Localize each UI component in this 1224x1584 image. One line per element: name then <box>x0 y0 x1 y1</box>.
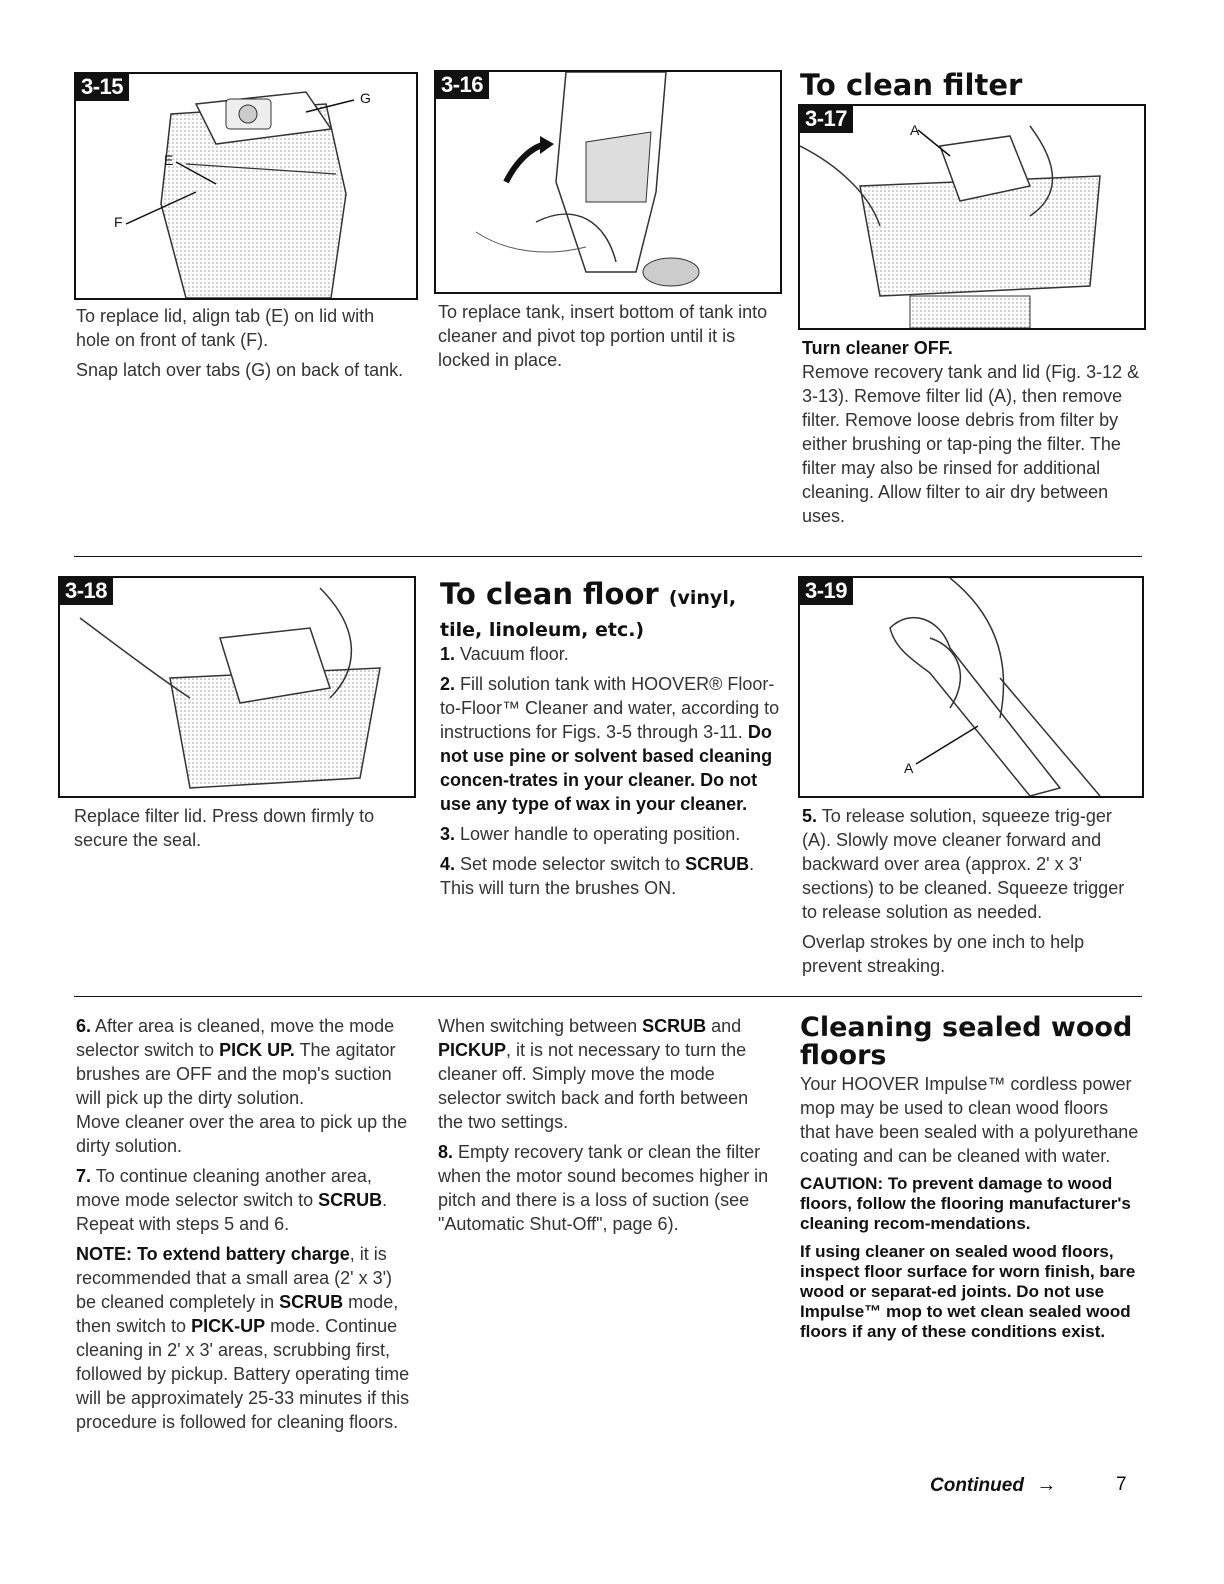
step-8: 8. Empty recovery tank or clean the filter when the motor sound becomes higher in pitch and there is a loss of suction (see "Automatic Shut-Off", page 6). <box>438 1142 769 1234</box>
overlap-strokes: Overlap strokes by one inch to help prevent streaking. <box>802 932 1085 976</box>
clean-floor-section <box>440 578 780 906</box>
turn-cleaner-off: Turn cleaner OFF. <box>802 338 953 358</box>
step-2: 2. Fill solution tank with HOOVER® Floor-to-Floor™ Cleaner and water, according to instructions for Figs. 3-5 through 3-11. Do not use pine or solvent based cleaning concen-trates in your cleaner. Do not use any type of wax in your cleaner. <box>440 674 780 814</box>
step-6-move: Move cleaner over the area to pick up the dirty solution. <box>76 1112 408 1156</box>
step-3: 3. Lower handle to operating position. <box>440 824 741 844</box>
heading-main: To clean floor <box>440 577 659 611</box>
callout-a: A <box>910 122 920 138</box>
col1-bottom <box>76 1014 416 1440</box>
heading-to-clean-filter: To clean filter <box>800 68 1023 102</box>
callout-f: F <box>114 214 123 230</box>
figure-label: 3-16 <box>436 72 489 99</box>
tank-lid-illustration <box>76 74 416 298</box>
warning-text: If using cleaner on sealed wood floors, inspect floor surface for worn finish, bare wood or separat-ed joints. Do not use Impulse™ mop to wet clean sealed wood floors if any of these conditions exist. <box>800 1242 1136 1341</box>
caution-text: CAUTION: To prevent damage to wood floors, follow the flooring manufacturer's cleaning recom-mendations. <box>800 1174 1131 1233</box>
step-4: 4. Set mode selector switch to SCRUB. This will turn the brushes ON. <box>440 854 755 898</box>
callout-a: A <box>904 760 914 776</box>
heading-to-clean-floor <box>440 578 780 614</box>
callout-g: G <box>360 90 371 106</box>
col2-bottom <box>438 1014 778 1242</box>
footer <box>930 1474 1140 1502</box>
filter-removal-illustration <box>800 106 1144 328</box>
snap-latch-text: Snap latch over tabs (G) on back of tank. <box>76 360 404 380</box>
figure-label: 3-17 <box>800 106 853 133</box>
replace-lid-text: To replace lid, align tab (E) on lid with hole on front of tank (F). <box>76 306 375 350</box>
switching-text: When switching between SCRUB and PICKUP, it is not necessary to turn the cleaner off. Simply move the mode selector switch back and forth between the two settings. <box>438 1016 749 1132</box>
callout-e: E <box>164 152 174 168</box>
release-solution-text <box>802 804 1142 984</box>
figure-3-15 <box>74 72 418 300</box>
subheading: tile, linoleum, etc.) <box>440 619 645 641</box>
fig-3-15-caption <box>76 304 406 388</box>
tank-insert-illustration <box>436 72 780 292</box>
figure-3-19 <box>798 576 1144 798</box>
figure-label: 3-19 <box>800 578 853 605</box>
figure-label: 3-15 <box>76 74 129 101</box>
replace-tank-text: To replace tank, insert bottom of tank into cleaner and pivot top portion until it is locked in place. <box>438 302 768 370</box>
divider-1 <box>74 556 1142 557</box>
arrow-icon: → <box>1036 1474 1057 1496</box>
note-battery: NOTE: To extend battery charge, it is recommended that a small area (2' x 3') be cleaned completely in SCRUB mode, then switch to PICK-UP mode. Continue cleaning in 2' x 3' areas, scrubbing first, followed by pickup. Battery operating time will be approximately 25-33 minutes if this procedure is followed for cleaning floors. <box>76 1244 410 1432</box>
continued-label: Continued <box>930 1475 1024 1496</box>
clean-filter-text <box>802 336 1140 534</box>
fig-3-18-caption: Replace filter lid. Press down firmly to secure the seal. <box>74 806 375 850</box>
step-7: 7. To continue cleaning another area, move mode selector switch to SCRUB. Repeat with steps 5 and 6. <box>76 1166 388 1234</box>
sealed-wood-section <box>800 1014 1142 1342</box>
step-1: 1. Vacuum floor. <box>440 644 569 664</box>
sealed-wood-body: Your HOOVER Impulse™ cordless power mop may be used to clean wood floors that have been sealed with a polyurethane coating and can be cleaned with water. <box>800 1074 1139 1166</box>
step-6: 6. After area is cleaned, move the mode selector switch to PICK UP. The agitator brushes are OFF and the mop's suction will pick up the dirty solution. <box>76 1016 396 1108</box>
figure-label: 3-18 <box>60 578 113 605</box>
page-number: 7 <box>1116 1474 1127 1495</box>
figure-3-18 <box>58 576 416 798</box>
fig-3-16-caption <box>438 300 778 378</box>
divider-2 <box>74 996 1142 997</box>
step-5: 5. To release solution, squeeze trig-ger (A). Slowly move cleaner forward and backward over area (approx. 2' x 3' sections) to be cleaned. Squeeze trigger to release solution as needed. <box>802 806 1125 922</box>
figure-3-17 <box>798 104 1146 330</box>
heading-sealed-wood: Cleaning sealed wood floors <box>800 1012 1133 1071</box>
heading-small: (vinyl, <box>668 587 737 609</box>
filter-lid-illustration <box>60 578 414 796</box>
trigger-illustration <box>800 578 1142 796</box>
clean-filter-body: Remove recovery tank and lid (Fig. 3-12 & 3-13). Remove filter lid (A), then remove filter. Remove loose debris from filter by either brushing or tap-ping the filter. The filter may also be rinsed for additional cleaning. Allow filter to air dry between uses. <box>802 362 1140 526</box>
figure-3-16 <box>434 70 782 294</box>
